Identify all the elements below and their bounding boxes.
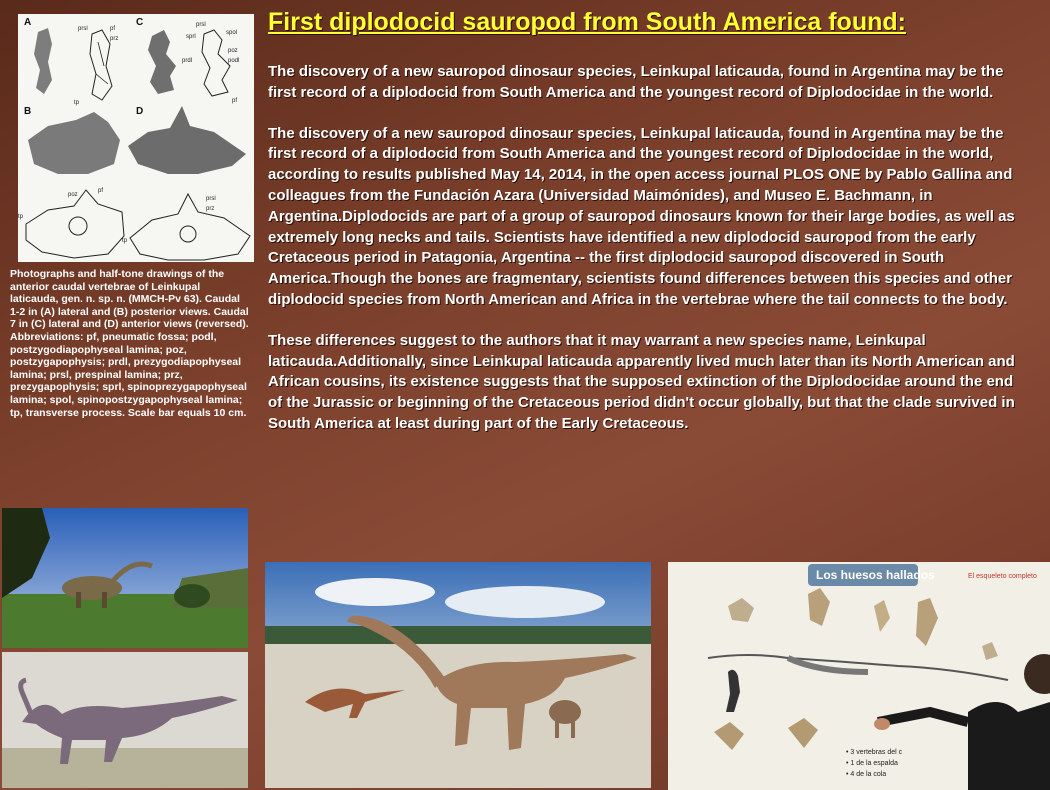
slide-list-item: • 1 de la espalda [846, 760, 898, 767]
ann-sprl-c: sprl [186, 34, 196, 40]
article-paragraph: These differences suggest to the authors that it may warrant a new species name, Leinkupal laticauda.Additionally, since Leinkupal laticauda apparently lived much later than its North American and African cousins, its existence suggests that the supposed extinction of the Diplodocidae around the end of the Jurassic or beginning of the Cretaceous period didn't occur globally, but that the clade survived in South America at least during part of the Early Cretaceous. [268, 331, 1015, 432]
forest-sauropods-illustration [2, 508, 248, 648]
ann-prz-d: prz [206, 206, 215, 212]
ann-prdl-c: prdl [182, 58, 193, 64]
ann-poz-c: poz [228, 48, 238, 54]
ann-poz-b: poz [68, 192, 78, 198]
figure-label-c: C [136, 17, 144, 28]
vertebrae-drawing [18, 14, 254, 262]
article-body [268, 62, 1028, 455]
ann-spol-c: spol [226, 30, 238, 36]
poster-title: First diplodocid sauropod from South America found: [268, 8, 906, 36]
ann-prsl-c: prsl [196, 22, 206, 28]
vertebrae-figure [18, 14, 254, 262]
figure-caption: Photographs and half-tone drawings of the anterior caudal vertebrae of Leinkupal laticauda, gen. n. sp. n. (MMCH-Pv 63). Caudal 1-2 in (A) lateral and (B) posterior views. Caudal 7 in (C) lateral and (D) anterior views (reversed). Abbreviations: pf, pneumatic fossa; podl, postzygodiapophyseal lamina; poz, postzygapophysis; prdl, prezygodiapophyseal lamina; prsl, prespinal lamina; prz, prezygapophysis; sprl, spinoprezygapophyseal lamina; spol, spinopostzygapophyseal lamina; tp, transverse process. Scale bar equals 10 cm. [10, 268, 249, 419]
ann-tp-d: tp [122, 238, 128, 244]
ann-tp-a: tp [74, 100, 80, 106]
figure-label-d: D [136, 106, 144, 117]
ann-prsl-a: prsl [78, 26, 88, 32]
article-paragraph: The discovery of a new sauropod dinosaur species, Leinkupal laticauda, found in Argentina may be the first record of a diplodocid from South America and the youngest record of Diplodocidae in the world. [268, 63, 1004, 101]
slide-heading: Los huesos hallados [816, 568, 935, 582]
slide-list-item: • 3 vertebras del c [846, 749, 903, 756]
slide-list-item: • 4 de la cola [846, 771, 887, 778]
sauropod-painting [2, 652, 248, 788]
leinkupal-illustration [265, 562, 651, 788]
ann-tp-b: tp [18, 214, 24, 220]
ann-pf-a: pf [110, 26, 116, 32]
ann-pf-c: pf [232, 98, 238, 104]
ann-pf-b: pf [98, 188, 104, 194]
ann-prz-a: prz [110, 36, 119, 42]
slide-tag: El esqueleto completo [968, 573, 1037, 580]
ann-prsl-d: prsl [206, 196, 216, 202]
figure-label-a: A [24, 17, 32, 28]
bones-presentation-photo [668, 562, 1050, 790]
ann-podl-c: podl [228, 58, 240, 64]
article-paragraph: The discovery of a new sauropod dinosaur species, Leinkupal laticauda, found in Argentina may be the first record of a diplodocid from South America and the youngest record of Diplodocidae in the world, according to results published May 14, 2014, in the open access journal PLOS ONE by Pablo Gallina and colleagues from the Fundación Azara (Universidad Maimónides), and Museo E. Bachmann, in Argentina.Diplodocids are part of a group of sauropod dinosaurs known for their large bodies, as well as extremely long necks and tails. Scientists have identified a new diplodocid sauropod from the early Cretaceous period in Patagonia, Argentina -- the first diplodocid sauropod discovered in South America.Though the bones are fragmentary, scientists found differences between this species and other diplodocid species from North American and Africa in the vertebrae where the tail connects to the body. [268, 124, 1015, 308]
figure-label-b: B [24, 106, 32, 117]
